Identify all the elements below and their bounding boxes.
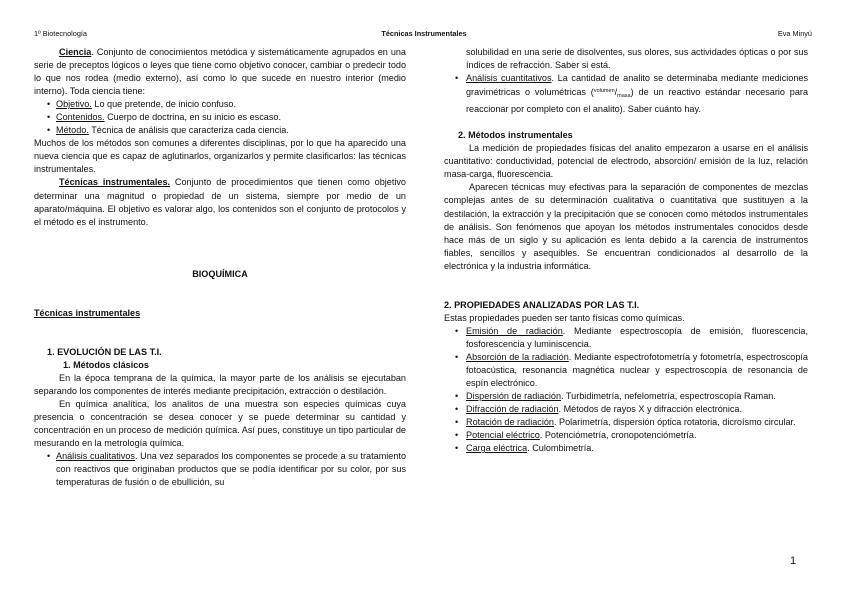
subsection-1-heading: 1. Métodos clásicos [63, 359, 149, 370]
property-item: • Potencial eléctrico. Potenciómetría, cronopotenciómetría. [444, 429, 808, 442]
classic-methods-p1: En la época temprana de la química, la mayor parte de los análisis se ejecutaban separando los componentes de interés mediante precipitación, extracción o destilación. [34, 372, 406, 396]
instrumental-methods-p2: Aparecen técnicas muy efectivas para la separación de componentes de mezclas complejas antes de su determinación cualitativa o cuantitativa que sustituyen a la destilación, la extracción y la precipitación que se conocen como métodos instrumentales de análisis. Son fenómenos que apoyan los métodos instrumentales conocidos desde hace más de un siglo y su aplicación es lenta debido a la carencia de instrumentos fiables, sencillos y asequibles. Se encuentran condicionados al desarrollo de la electrónica y la industria informática. [444, 182, 808, 271]
property-item: • Emisión de radiación. Mediante espectroscopía de emisión, fluorescencia, fosforescencia y luminiscencia. [444, 325, 808, 351]
header-author: Eva Minyú [777, 29, 812, 38]
ti-definition-paragraph: Técnicas instrumentales. Conjunto de procedimientos que tienen como objetivo determinar una magnitud o propiedad de un sistema, siempre por medio de un aparato/máquina. El objetivo es valorar algo, los contenidos son el conjunto de protocolos y el método es el instrumento. [34, 177, 406, 227]
ciencia-item-objetivo: • Objetivo. Lo que pretende, de inicio confuso. [34, 98, 406, 111]
header-course: 1º Biotecnología [34, 29, 87, 38]
qualitative-continuation: solubilidad en una serie de disolventes, sus olores, sus actividades ópticas o por sus índices de refracción. Saber si está. [466, 47, 808, 71]
ti-heading: Técnicas instrumentales [34, 307, 141, 318]
ciencia-item-metodo: • Método. Técnica de análisis que caracteriza cada ciencia. [34, 124, 406, 137]
bioquimica-title: BIOQUÍMICA [192, 268, 248, 279]
page-number: 1 [790, 555, 797, 567]
section-1-heading: 1. EVOLUCIÓN DE LAS T.I. [47, 346, 162, 357]
qualitative-term: Análisis cualitativos [56, 451, 135, 462]
quantitative-term: Análisis cuantitativos [466, 73, 552, 84]
ciencia-term: Ciencia [59, 47, 92, 57]
ti-term: Técnicas instrumentales. [59, 177, 171, 188]
property-item: • Difracción de radiación. Métodos de rayos X y difracción electrónica. [444, 403, 808, 416]
classic-methods-p2: En química analítica, los analitos de una muestra son especies químicas cuya presencia o concentración se desea conocer y se puede determinar su cantidad y concentración en un proceso de medición química. Así pues, constituye un tipo particular de mesurando en la metrología química. [34, 398, 406, 449]
right-column [444, 46, 808, 455]
subsection-2-heading: 2. Métodos instrumentales [458, 130, 573, 141]
qualitative-analysis-item: • Análisis cualitativos. Una vez separados los componentes se procede a su tratamiento con reactivos que originaban productos que se podía identificar por su color, por sus temperaturas de fusión o de ebullición, su [34, 450, 406, 489]
property-item: • Rotación de radiación. Polarimetría, dispersión óptica rotatoria, dicroísmo circular. [444, 416, 808, 429]
property-item: • Carga eléctrica. Culombimetría. [444, 442, 808, 455]
header-title: Técnicas Instrumentales [381, 29, 467, 38]
property-item: • Absorción de la radiación. Mediante espectrofotometría y fotometría, espectroscopía fotoacústica, resonancia magnética nuclear y espectroscopía de resonancia de espín electrónico. [444, 351, 808, 390]
left-column [34, 46, 406, 489]
property-item: • Dispersión de radiación. Turbidimetría, nefelometría, espectroscopía Raman. [444, 390, 808, 403]
quantitative-analysis-item: • Análisis cuantitativos. La cantidad de analito se determinaba mediante mediciones gravimétricas o volumétricas $(^{volumen}/_{masa})$ de un reactivo estándar necesario para reaccionar por completo con el analito). Saber cuánto hay. [444, 72, 808, 116]
ciencia-paragraph [34, 46, 406, 98]
ciencia-item-contenidos: • Contenidos. Cuerpo de doctrina, en su inicio es escaso. [34, 111, 406, 124]
instrumental-methods-p1: La medición de propiedades físicas del analito empezaron a usarse en el análisis cuantitativo: conductividad, potencial de electrodo, absorción/ emisión de la luz, relación masa-carga, fluorescencia. [444, 143, 808, 180]
section-2-intro: Estas propiedades pueden ser tanto físicas como químicas. [444, 312, 685, 323]
methods-paragraph: Muchos de los métodos son comunes a diferentes disciplinas, por lo que ha aparecido una nueva ciencia que es capaz de aglutinarlos, organizarlos y permite clasificarlos: las técnicas instrumentales. [34, 138, 406, 175]
ciencia-text: . Conjunto de conocimientos metódica y sistemáticamente agrupados en una serie de preceptos lógicos o leyes que tiene como objetivo conocer, cambiar o predecir todo lo que nos rodea (medio externo), así como lo que sucede en nuestro interior (medio interno). Toda ciencia tiene: [34, 47, 406, 97]
section-2-heading: 2. PROPIEDADES ANALIZADAS POR LAS T.I. [444, 299, 640, 310]
